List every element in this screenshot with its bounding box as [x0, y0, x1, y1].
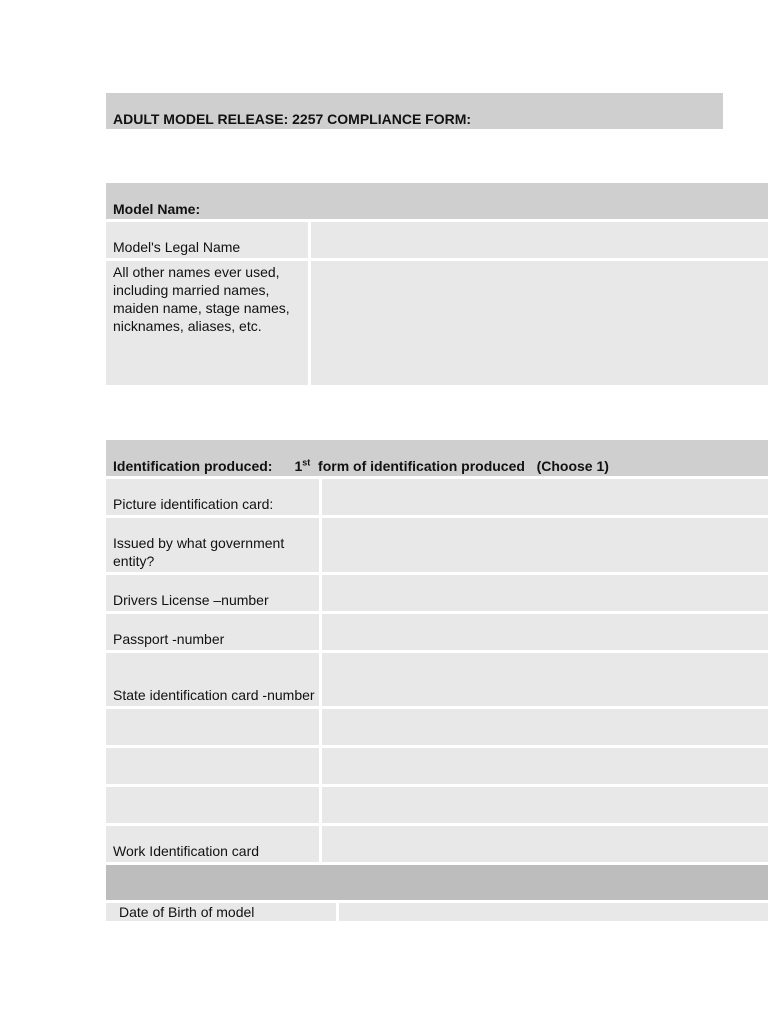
form-row-date-of-birth [106, 903, 768, 921]
dob-field[interactable] [339, 903, 768, 921]
state-id-field[interactable] [322, 653, 768, 706]
form-row-work-id [106, 826, 768, 862]
issued-by-label-cell [106, 518, 319, 572]
form-row-other-names [106, 261, 768, 385]
other-names-field[interactable] [311, 261, 768, 385]
other-names-label-cell [106, 261, 308, 385]
drivers-license-field[interactable] [322, 575, 768, 611]
form-row-picture-id [106, 479, 768, 515]
dob-label: Date of Birth of model [119, 904, 255, 920]
blank-field-1[interactable] [322, 709, 768, 745]
blank-label-cell-1 [106, 709, 319, 745]
model-name-heading: Model Name: [113, 201, 201, 217]
issued-by-field[interactable] [322, 518, 768, 572]
id-ordinal-number: 1 [294, 458, 303, 474]
picture-id-label: Picture identification card: [113, 496, 274, 512]
state-id-label: State identification card -number [113, 687, 315, 703]
passport-field[interactable] [322, 614, 768, 650]
dob-label-cell [106, 903, 336, 921]
state-id-label-cell [106, 653, 319, 706]
blank-field-2[interactable] [322, 748, 768, 784]
form-row-blank-1 [106, 709, 768, 745]
form-row-blank-2 [106, 748, 768, 784]
other-names-label: All other names ever used, including married names, maiden name, stage names, nicknames, aliases, etc. [113, 264, 290, 334]
form-row-issued-by [106, 518, 768, 572]
identification-heading-line [113, 458, 609, 474]
blank-field-3[interactable] [322, 787, 768, 823]
form-row-drivers-license [106, 575, 768, 611]
form-row-state-id [106, 653, 768, 706]
identification-heading: Identification produced: [113, 458, 273, 474]
work-id-label-cell [106, 826, 319, 862]
legal-name-label: Model's Legal Name [113, 239, 241, 255]
form-title-band [106, 93, 723, 129]
id-ordinal-suffix: st [302, 457, 311, 468]
identification-header [106, 440, 768, 476]
form-row-passport [106, 614, 768, 650]
model-name-header [106, 183, 768, 219]
legal-name-field[interactable] [311, 222, 768, 258]
form-title: ADULT MODEL RELEASE: 2257 COMPLIANCE FORM: [113, 111, 472, 127]
issued-by-label: Issued by what government entity? [113, 535, 285, 569]
form-row-blank-3 [106, 787, 768, 823]
identification-subheading: form of identification produced (Choose 1) [310, 458, 609, 474]
picture-id-field[interactable] [322, 479, 768, 515]
drivers-license-label: Drivers License –number [113, 592, 269, 608]
passport-label: Passport -number [113, 631, 225, 647]
passport-label-cell [106, 614, 319, 650]
blank-label-cell-3 [106, 787, 319, 823]
picture-id-label-cell [106, 479, 319, 515]
work-id-field[interactable] [322, 826, 768, 862]
section-divider-band [106, 865, 768, 900]
blank-label-cell-2 [106, 748, 319, 784]
legal-name-label-cell [106, 222, 308, 258]
form-row-legal-name [106, 222, 768, 258]
drivers-license-label-cell [106, 575, 319, 611]
work-id-label: Work Identification card [113, 843, 260, 859]
